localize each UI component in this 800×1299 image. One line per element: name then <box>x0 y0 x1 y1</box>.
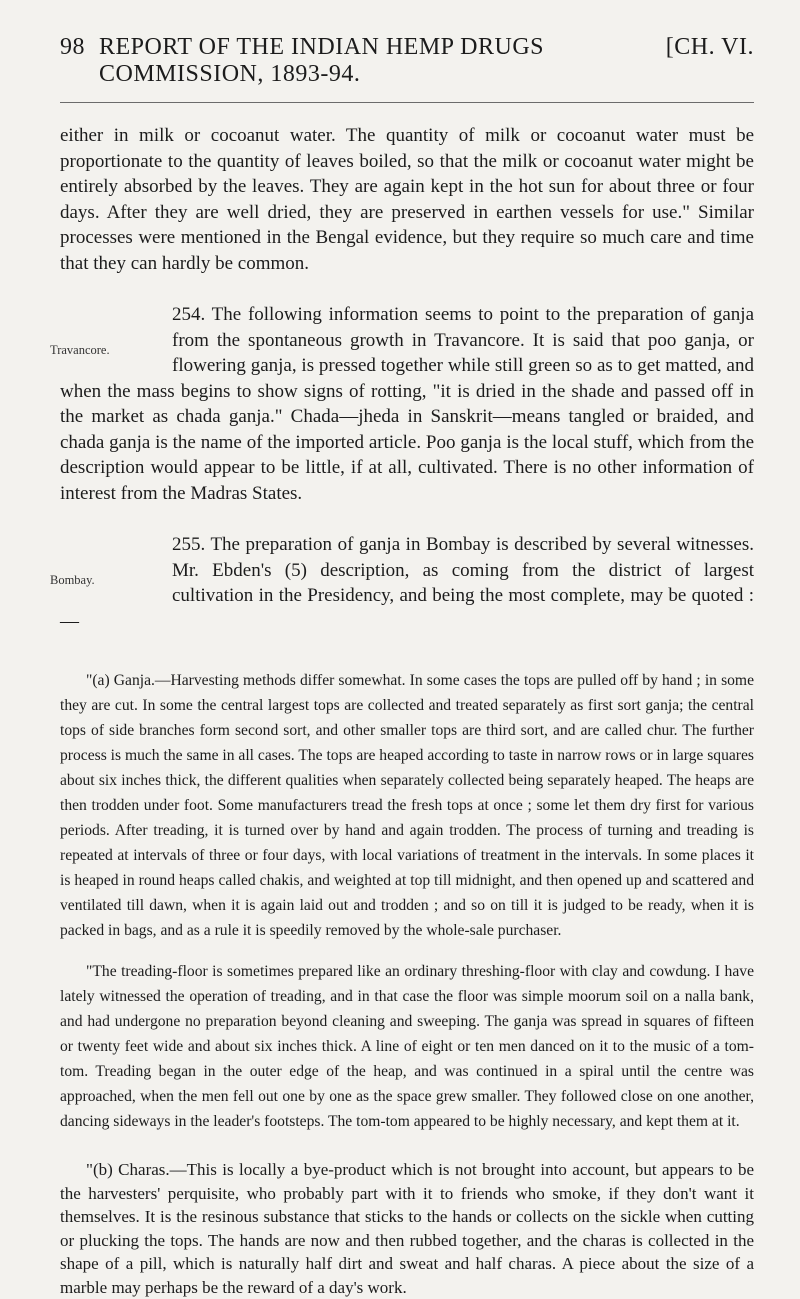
paragraph-254: 254. The following information seems to point to the preparation of ganja from the spontaneous growth in Travancore. It is said that poo ganja, or flowering ganja, is pressed together while still green so as to get matted, and when the mass begins to show signs of rotting, "it is dried in the shade and passed off in the market as chada ganja." Chada—jheda in Sanskrit—means tangled or braided, and chada ganja is the name of the imported article. Poo ganja is the local stuff, which from the description would appear to be little, if at all, cultivated. There is no other information of interest from the Madras States. <box>60 304 754 504</box>
intro-paragraph: either in milk or cocoanut water. The quantity of milk or cocoanut water must be proportionate to the quantity of leaves boiled, so that the milk or cocoanut water might be entirely absorbed by the leaves. They are again kept in the hot sun for about three or four days. After they are well dried, they are preserved in earthen vessels for use." Similar processes were mentioned in the Bengal evidence, but they require so much care and time that they can hardly be common. <box>60 125 754 274</box>
chapter-label: [CH. VI. <box>665 34 754 60</box>
report-title: REPORT OF THE INDIAN HEMP DRUGS COMMISSION, 1893-94. <box>99 34 544 87</box>
quoted-evidence <box>60 668 754 1134</box>
quote-charas: "(b) Charas.—This is locally a bye-product which is not brought into account, but appears to be the harvesters' perquisite, who probably part with it to friends who smoke, if they don't want it themselves. It is the resinous substance that sticks to the hands or collects on the sickle when cutting or plucking the tops. The hands are now and then rubbed together, and the charas is collected in the shape of a pill, which is naturally half dirt and sweat and half charas. A piece about the size of a marble may perhaps be the reward of a day's work. <box>60 1160 754 1297</box>
paragraph-255: 255. The preparation of ganja in Bombay is described by several witnesses. Mr. Ebden's (5) description, as coming from the district of largest cultivation in the Presidency, and being the most complete, may be quoted :— <box>60 534 754 632</box>
running-header <box>60 34 754 88</box>
header-rule <box>60 102 754 103</box>
intro-section <box>60 123 754 276</box>
page-number: 98 <box>60 34 85 60</box>
section-255 <box>50 532 754 634</box>
quote-ganja: "(a) Ganja.—Harvesting methods differ somewhat. In some cases the tops are pulled off by hand ; in some they are cut. In some the central largest tops are collected and treated separately as first sort ganja; the central tops of side branches form second sort, and other smaller tops are third sort, and are called chur. The further process is much the same in all cases. The tops are heaped according to taste in narrow rows or in large squares about six inches thick, the different qualities when separately collected being separately heaped. The heaps are then trodden under foot. Some manufacturers tread the fresh tops at once ; some let them dry first for various periods. After treading, it is turned over by hand and again trodden. The process of turning and treading is repeated at intervals of three or four days, with local variations of treatment in the intervals. In some places it is heaped in round heaps called chakis, and weighted at top till midnight, and then opened up and scattered and ventilated till dawn, when it is again laid out and trodden ; and so on till it is judged to be ready, when it is packed in bags, and as a rule it is speedily removed by the whole-sale purchaser. <box>60 672 754 939</box>
margin-note-bombay: Bombay. <box>50 573 95 587</box>
quote-treading-floor: "The treading-floor is sometimes prepared like an ordinary threshing-floor with clay and cowdung. I have lately witnessed the operation of treading, and in that case the floor was simple moorum soil on a nalla bank, and had undergone no preparation beyond cleaning and sweeping. The ganja was spread in squares of fifteen or twenty feet wide and about six inches thick. A line of eight or ten men danced on it to the music of a tom-tom. Treading began in the outer edge of the heap, and was continued in a spiral until the centre was approached, when the men fell out one by one as the space grew smaller. They followed close on one another, dancing sideways in the leader's footsteps. The tom-tom appeared to be highly necessary, and kept them at it. <box>60 963 754 1130</box>
charas-section <box>60 1158 754 1299</box>
section-254 <box>50 302 754 506</box>
margin-note-travancore: Travancore. <box>50 343 110 357</box>
